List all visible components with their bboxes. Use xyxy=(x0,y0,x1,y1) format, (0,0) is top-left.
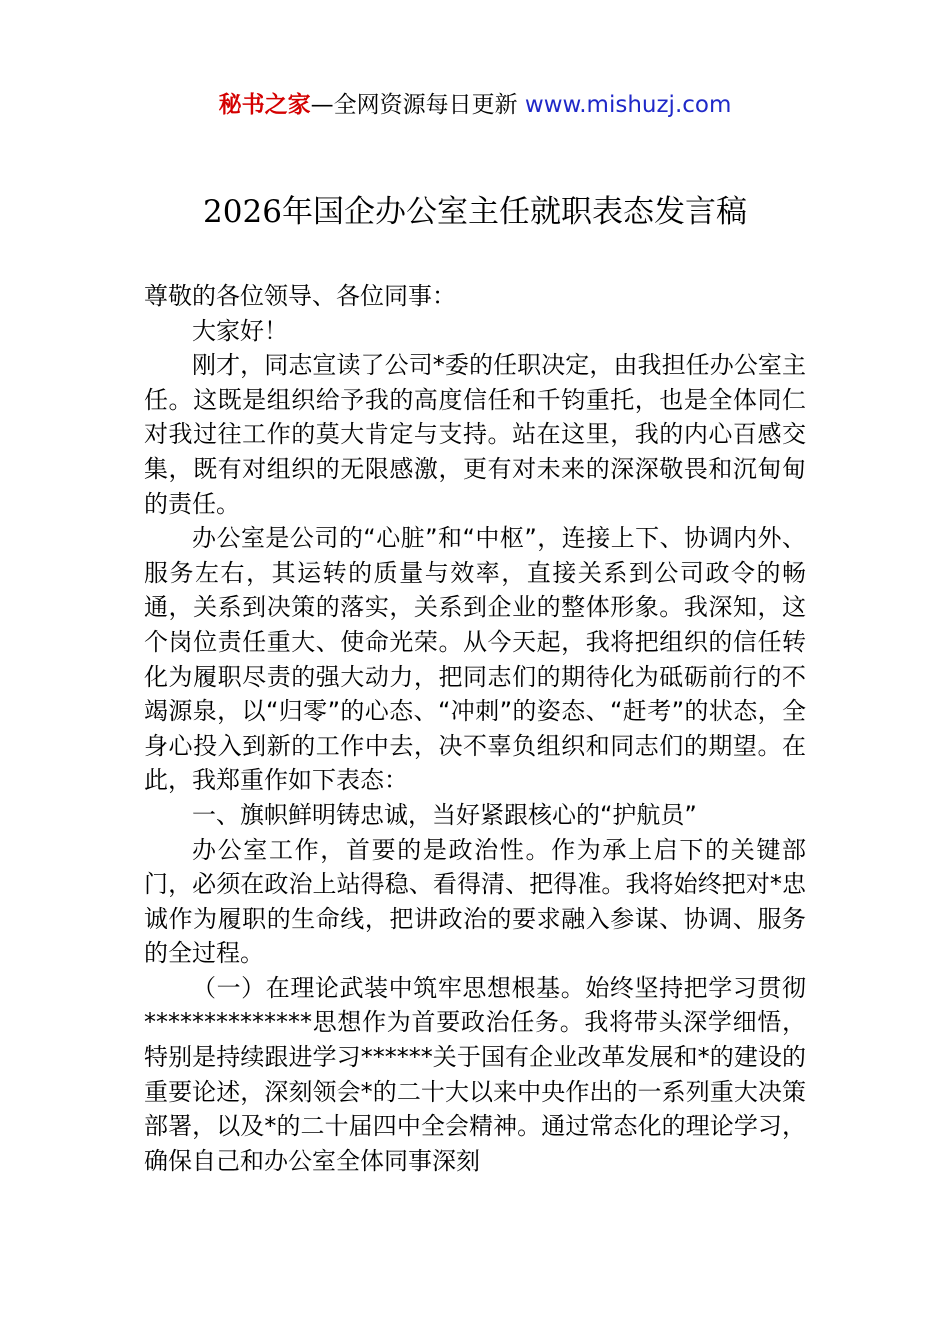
document-body xyxy=(144,279,806,1178)
document-title: 2026年国企办公室主任就职表态发言稿 xyxy=(203,194,747,230)
paragraph-theory: （一）在理论武装中筑牢思想根基。始终坚持把学习贯彻**************思想作为首要政治任务。我将带头深学细悟，特别是持续跟进学习******关于国有企业改革发展和*的建设的重要论述，深刻领会*的二十大以来中央作出的一系列重大决策部署，以及*的二十届四中全会精神。通过常态化的理论学习，确保自己和办公室全体同事深刻 xyxy=(144,973,806,1175)
section-heading-1: 一、旗帜鲜明铸忠诚，当好紧跟核心的“护航员” xyxy=(192,800,697,829)
paragraph-greeting: 大家好！ xyxy=(192,316,288,345)
site-url-link[interactable]: www.mishuzj.com xyxy=(524,92,732,118)
paragraph-appointment: 刚才，同志宣读了公司*委的任职决定，由我担任办公室主任。这既是组织给予我的高度信任和千钧重托，也是全体同仁对我过往工作的莫大肯定与支持。站在这里，我的内心百感交集，既有对组织的无限感激，更有对未来的深深敬畏和沉甸甸的责任。 xyxy=(144,351,806,518)
paragraph-office-role: 办公室是公司的“心脏”和“中枢”，连接上下、协调内外、服务左右，其运转的质量与效率，直接关系到公司政令的畅通，关系到决策的落实，关系到企业的整体形象。我深知，这个岗位责任重大、使命光荣。从今天起，我将把组织的信任转化为履职尽责的强大动力，把同志们的期待化为砥砺前行的不竭源泉，以“归零”的心态、“冲刺”的姿态、“赶考”的状态，全身心投入到新的工作中去，决不辜负组织和同志们的期望。在此，我郑重作如下表态： xyxy=(144,524,806,795)
header-tagline: —全网资源每日更新 xyxy=(310,92,525,118)
brand-name: 秘书之家 xyxy=(218,92,311,118)
paragraph-political: 办公室工作，首要的是政治性。作为承上启下的关键部门，必须在政治上站得稳、看得清、把得准。我将始终把对*忠诚作为履职的生命线，把讲政治的要求融入参谋、协调、服务的全过程。 xyxy=(144,835,806,968)
salutation: 尊敬的各位领导、各位同事： xyxy=(144,282,456,310)
site-header xyxy=(0,88,950,122)
